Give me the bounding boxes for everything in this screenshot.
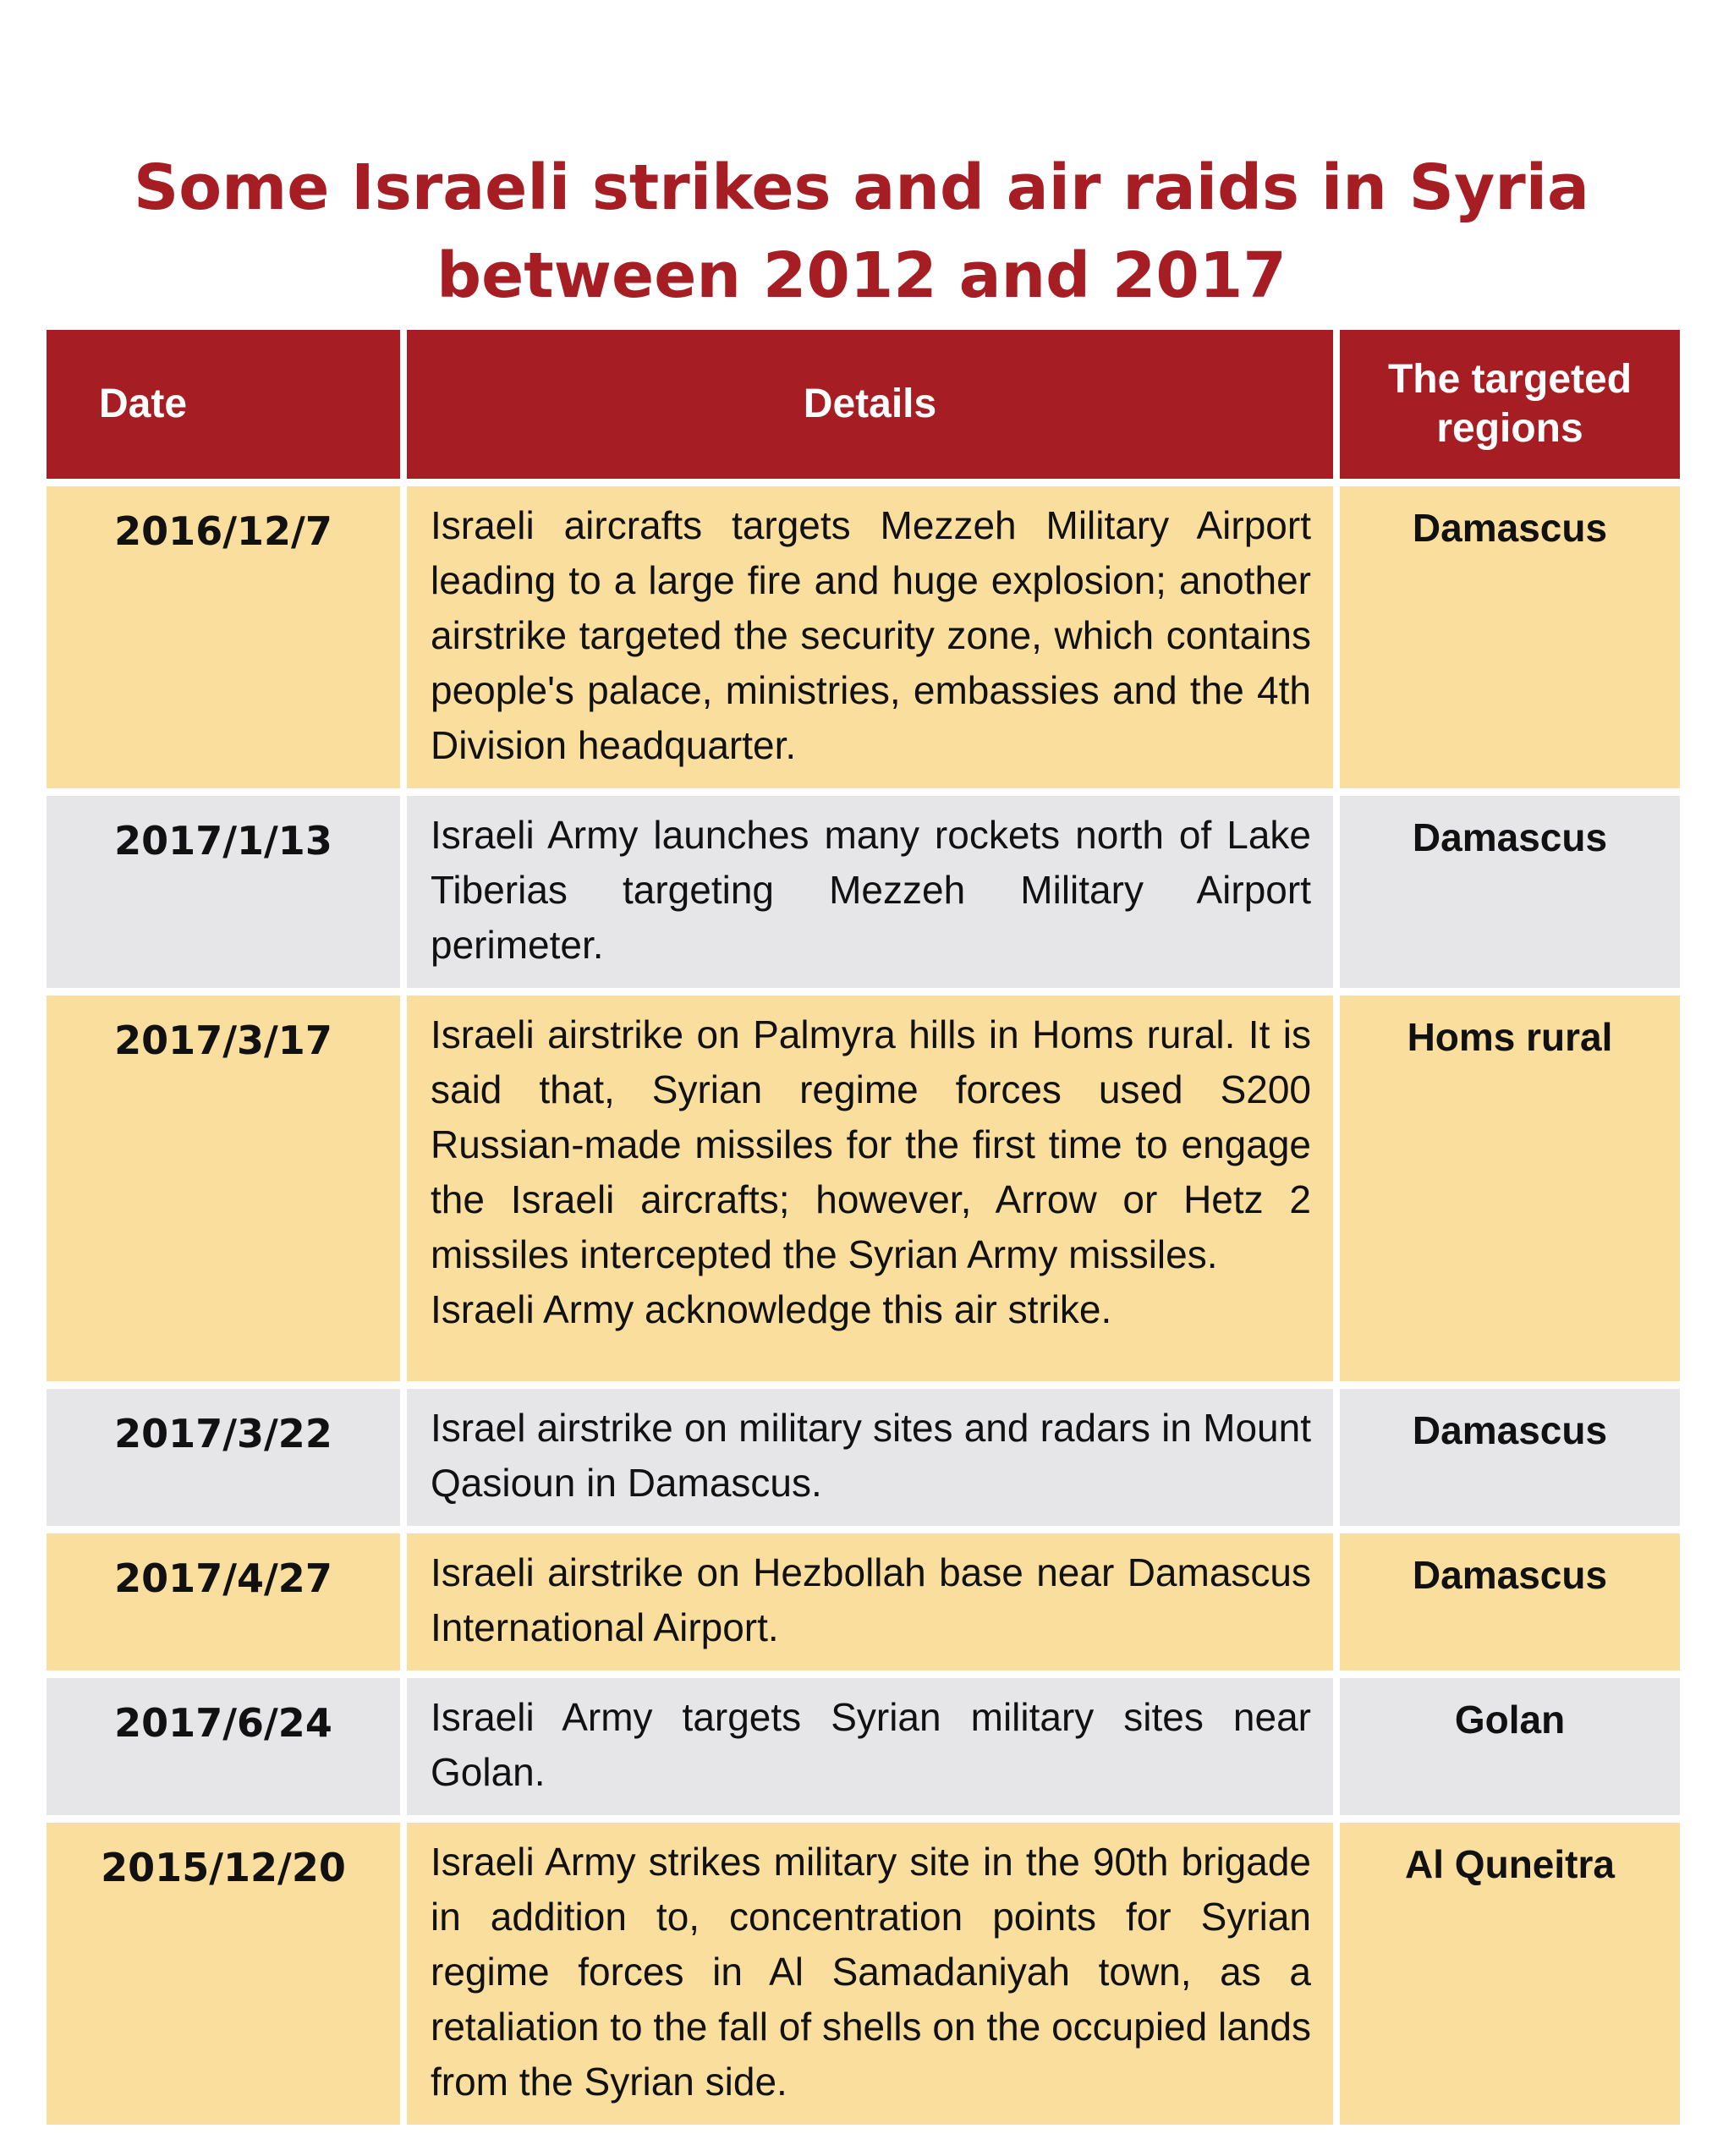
cell-details [407, 486, 1333, 788]
table-row [47, 996, 1680, 1381]
details-paragraph: Israeli aircrafts targets Mezzeh Military Airport leading to a large fire and huge explosion; another airstrike targeted the security zone, which contains people's palace, ministries, embassies and the 4th Division headquarter. [431, 503, 1311, 767]
cell-targeted-region: Damascus [1340, 1533, 1680, 1670]
details-paragraph: Israeli Army launches many rockets north of Lake Tiberias targeting Mezzeh Military Airport perimeter. [431, 813, 1311, 967]
table-body [47, 486, 1680, 2125]
table-row [47, 1389, 1680, 1526]
table-header-row [47, 330, 1680, 479]
cell-date: 2017/4/27 [47, 1533, 400, 1670]
cell-targeted-region: Golan [1340, 1678, 1680, 1815]
details-paragraph: Israel airstrike on military sites and radars in Mount Qasioun in Damascus. [431, 1406, 1311, 1505]
page-title [0, 144, 1723, 320]
cell-details [407, 1678, 1333, 1815]
table-row [47, 1823, 1680, 2125]
cell-details [407, 1533, 1333, 1670]
table-row [47, 796, 1680, 988]
header-region-line-1: The targeted [1387, 357, 1632, 402]
cell-date: 2017/3/17 [47, 996, 400, 1381]
strikes-table [40, 322, 1687, 2132]
cell-targeted-region: Damascus [1340, 486, 1680, 788]
cell-details [407, 1389, 1333, 1526]
title-line-2: between 2012 and 2017 [436, 239, 1287, 312]
cell-targeted-region: Damascus [1340, 796, 1680, 988]
details-paragraph: Israeli Army strikes military site in the 90th brigade in addition to, concentration points for Syrian regime forces in Al Samadaniyah town, as a retaliation to the fall of shells on the occupied lands from the Syrian side. [431, 1840, 1311, 2104]
cell-date: 2016/12/7 [47, 486, 400, 788]
cell-date: 2017/3/22 [47, 1389, 400, 1526]
cell-date: 2017/1/13 [47, 796, 400, 988]
header-date: Date [47, 330, 400, 479]
header-targeted-regions [1340, 330, 1680, 479]
title-line-1: Some Israeli strikes and air raids in Syria [133, 151, 1589, 224]
table-row [47, 1533, 1680, 1670]
cell-details [407, 1823, 1333, 2125]
cell-date: 2015/12/20 [47, 1823, 400, 2125]
cell-details [407, 796, 1333, 988]
cell-targeted-region: Damascus [1340, 1389, 1680, 1526]
cell-date: 2017/6/24 [47, 1678, 400, 1815]
table-row [47, 1678, 1680, 1815]
cell-targeted-region: Al Quneitra [1340, 1823, 1680, 2125]
cell-details [407, 996, 1333, 1381]
details-paragraph: Israeli Army targets Syrian military sites near Golan. [431, 1695, 1311, 1794]
details-paragraph: Israeli Army acknowledge this air strike. [431, 1287, 1112, 1331]
table-row [47, 486, 1680, 788]
header-details: Details [407, 330, 1333, 479]
header-region-line-2: regions [1436, 406, 1583, 451]
details-paragraph: Israeli airstrike on Hezbollah base near Damascus International Airport. [431, 1550, 1311, 1649]
cell-targeted-region: Homs rural [1340, 996, 1680, 1381]
details-paragraph: Israeli airstrike on Palmyra hills in Homs rural. It is said that, Syrian regime forces used S200 Russian-made missiles for the first time to engage the Israeli aircrafts; however, Arrow or Hetz 2 missiles intercepted the Syrian Army missiles. [431, 1012, 1311, 1276]
